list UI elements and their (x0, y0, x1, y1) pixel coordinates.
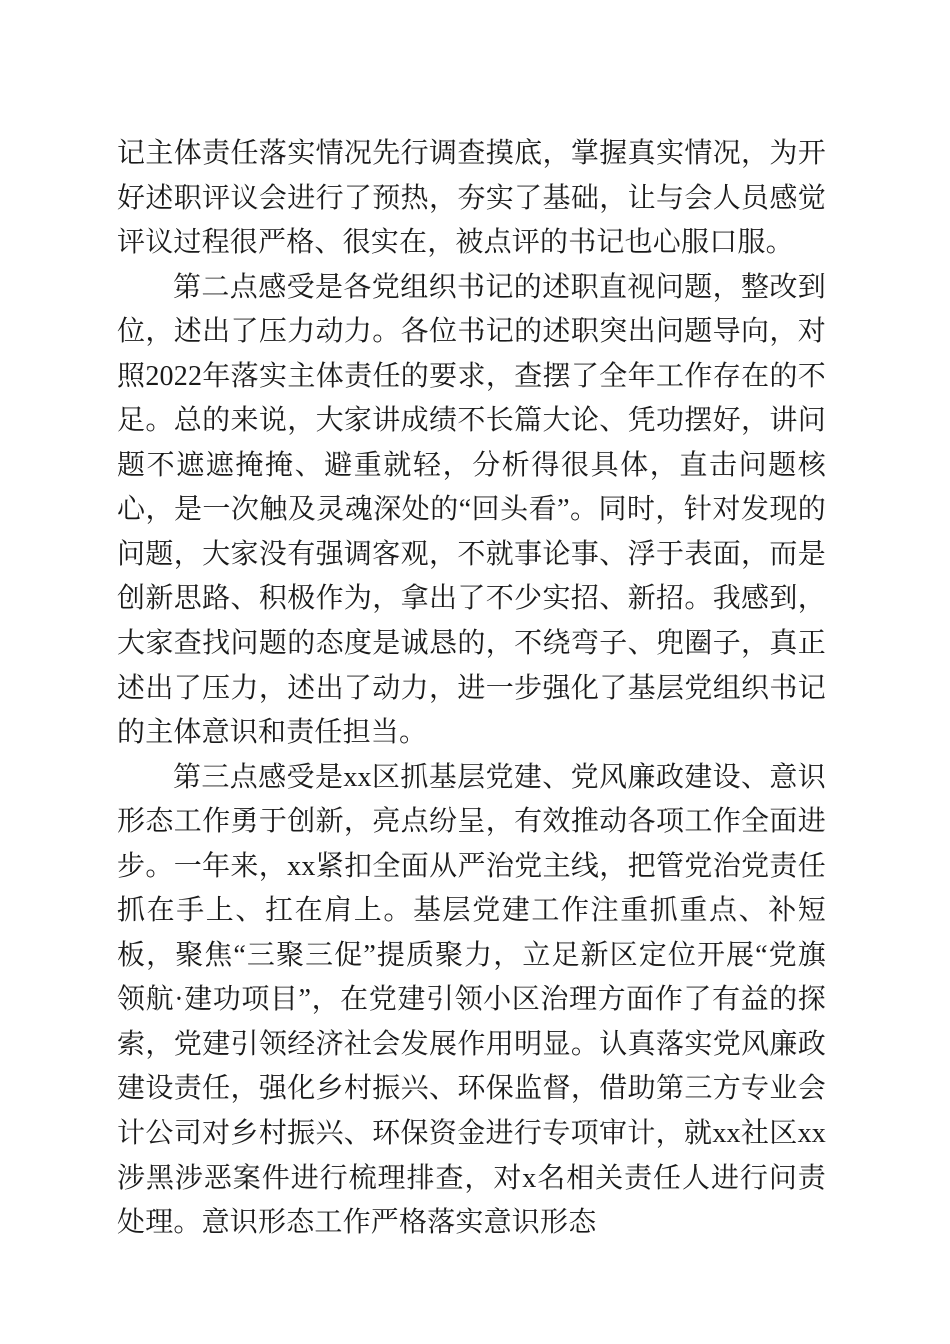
paragraph (117, 266, 826, 756)
paragraph-lead-text: 第二点感受是各党组织书记的述职直视问题，整改到位，述出了压力动力。 (117, 271, 826, 348)
paragraph-body-text: 一年来，xx紧扣全面从严治党主线，把管党治党责任抓在手上、扛在肩上。基层党建工作注重抓重点、补短板，聚焦“三聚三促”提质聚力，立足新区定位开展“党旗领航·建功项目”，在党建引领小区治理方面作了有益的探索，党建引领经济社会发展作用明显。认真落实党风廉政建设责任，强化乡村振兴、环保监督，借助第三方专业会计公司对乡村振兴、环保资金进行专项审计，就xx社区xx涉黑涉恶案件进行梳理排查，对x名相关责任人进行问责处理。意识形态工作严格落实意识形态 (117, 850, 826, 1239)
paragraph-lead-text: 第三点感受是xx区抓基层党建、党风廉政建设、意识形态工作勇于创新，亮点纷呈，有效推动各项工作全面进步。 (117, 761, 826, 882)
paragraph-body-text: 记主体责任落实情况先行调查摸底，掌握真实情况，为开好述职评议会进行了预热，夯实了基础，让与会人员感觉评议过程很严格、很实在，被点评的书记也心服口服。 (117, 138, 826, 259)
document-content (117, 132, 826, 1246)
paragraph-body-text: 各位书记的述职突出问题导向，对照2022年落实主体责任的要求，查摆了全年工作存在的不足。总的来说，大家讲成绩不长篇大论、凭功摆好，讲问题不遮遮掩掩、避重就轻，分析得很具体，直击问题核心，是一次触及灵魂深处的“回头看”。同时，针对发现的问题，大家没有强调客观，不就事论事、浮于表面，而是创新思路、积极作为，拿出了不少实招、新招。我感到，大家查找问题的态度是诚恳的，不绕弯子、兜圈子，真正述出了压力，述出了动力，进一步强化了基层党组织书记的主体意识和责任担当。 (117, 316, 826, 749)
paragraph (117, 756, 826, 1246)
paragraph (117, 132, 826, 266)
